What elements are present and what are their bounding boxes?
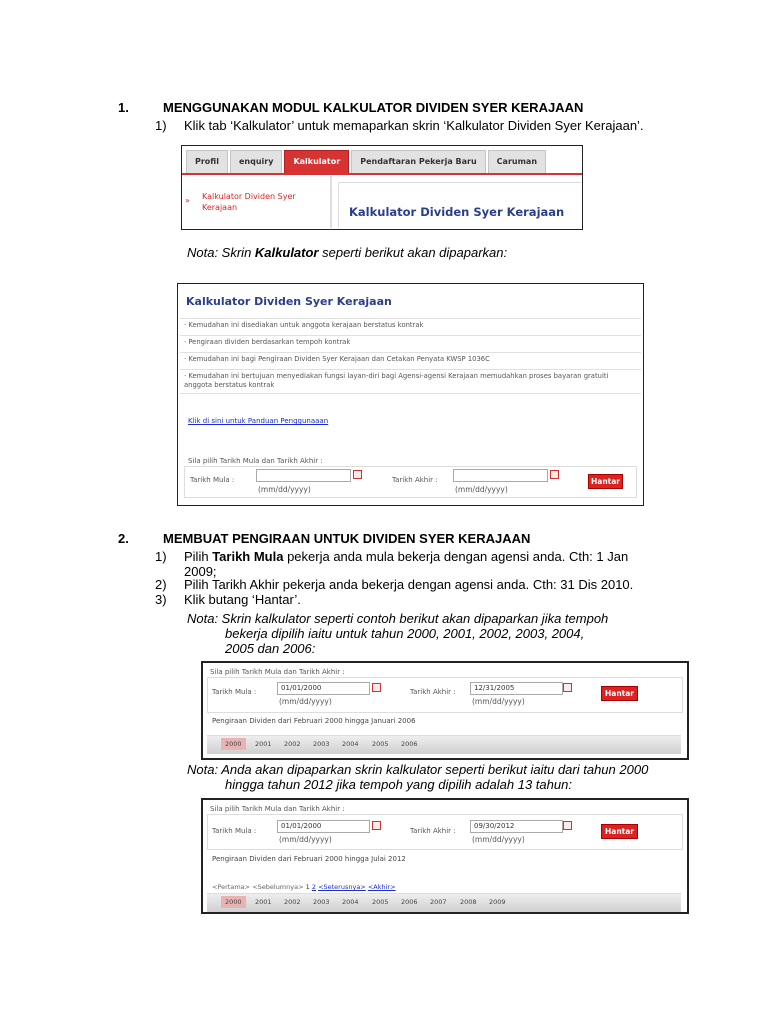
year-tab[interactable]: 2003 [313, 740, 330, 748]
end-date-input[interactable]: 09/30/2012 [470, 820, 563, 833]
hantar-button[interactable]: Hantar [601, 686, 638, 701]
step-text-bold: Tarikh Mula [212, 549, 284, 564]
date-hint: (mm/dd/yyyy) [455, 485, 508, 494]
start-label: Tarikh Mula : [212, 688, 257, 696]
tab-underline [182, 173, 582, 175]
result-text: Pengiraan Dividen dari Februari 2000 hingga Julai 2012 [212, 855, 406, 863]
pager [212, 883, 396, 891]
calendar-icon[interactable] [563, 683, 572, 692]
year-tab[interactable]: 2006 [401, 740, 418, 748]
info-row: · Kemudahan ini disediakan untuk anggota kerajaan berstatus kontrak [180, 318, 641, 331]
year-tab[interactable]: 2001 [255, 898, 272, 906]
date-prompt: Sila pilih Tarikh Mula dan Tarikh Akhir : [188, 457, 323, 465]
year-tab[interactable]: 2001 [255, 740, 272, 748]
step-number: 1) [155, 118, 167, 133]
year-tab[interactable]: 2004 [342, 740, 359, 748]
tab-enquiry[interactable]: enquiry [230, 150, 282, 173]
calendar-icon[interactable] [353, 470, 362, 479]
figure-result-2006 [201, 661, 689, 760]
year-tab[interactable]: 2007 [430, 898, 447, 906]
year-tab[interactable]: 2005 [372, 898, 389, 906]
year-tabs [207, 735, 681, 754]
pager-next[interactable]: <Seterusnya> [318, 883, 366, 891]
year-tab[interactable]: 2000 [221, 896, 246, 908]
end-label: Tarikh Akhir : [410, 688, 456, 696]
nota-line: hingga tahun 2012 jika tempoh yang dipilih adalah 13 tahun: [225, 777, 572, 792]
hantar-button[interactable]: Hantar [601, 824, 638, 839]
year-tab[interactable]: 2003 [313, 898, 330, 906]
calculator-title: Kalkulator Dividen Syer Kerajaan [186, 295, 392, 308]
calendar-icon[interactable] [550, 470, 559, 479]
section2-number: 2. [118, 531, 129, 546]
date-hint: (mm/dd/yyyy) [472, 835, 525, 844]
info-row: · Pengiraan dividen berdasarkan tempoh kontrak [180, 335, 641, 348]
section1-number: 1. [118, 100, 129, 115]
year-tab[interactable]: 2000 [221, 738, 246, 750]
step-text: Klik tab ‘Kalkulator’ untuk memaparkan skrin ‘Kalkulator Dividen Syer Kerajaan’. [184, 118, 644, 133]
nota-line: 2005 dan 2006: [225, 641, 316, 656]
step-number: 2) [155, 577, 167, 592]
year-tab[interactable]: 2002 [284, 740, 301, 748]
date-hint: (mm/dd/yyyy) [258, 485, 311, 494]
section2-heading: MEMBUAT PENGIRAAN UNTUK DIVIDEN SYER KERAJAAN [163, 531, 531, 546]
figure-tabs-screenshot [181, 145, 583, 230]
content-panel [338, 182, 581, 227]
pager-page-2[interactable]: 2 [311, 883, 316, 891]
step-text: Pilih Tarikh Akhir pekerja anda bekerja dengan agensi anda. Cth: 31 Dis 2010. [184, 577, 634, 592]
nota-suffix: seperti berikut akan dipaparkan: [318, 245, 508, 260]
pager-first[interactable]: <Pertama> [212, 883, 251, 891]
date-hint: (mm/dd/yyyy) [279, 697, 332, 706]
nota-line: Nota: Skrin kalkulator seperti contoh berikut akan dipaparkan jika tempoh [187, 611, 609, 626]
start-date-input[interactable] [256, 469, 351, 482]
calendar-icon[interactable] [372, 821, 381, 830]
end-date-input[interactable] [453, 469, 548, 482]
year-tab[interactable]: 2002 [284, 898, 301, 906]
end-label: Tarikh Akhir : [392, 476, 438, 484]
step-number: 1) [155, 549, 167, 564]
date-hint: (mm/dd/yyyy) [279, 835, 332, 844]
tab-pendaftaran[interactable]: Pendaftaran Pekerja Baru [351, 150, 485, 173]
start-label: Tarikh Mula : [212, 827, 257, 835]
figure-result-2012 [201, 798, 689, 914]
info-text: Kemudahan ini bagi Pengiraan Dividen Syer Kerajaan dan Cetakan Penyata KWSP 1036C [188, 355, 490, 363]
start-date-input[interactable]: 01/01/2000 [277, 682, 370, 695]
step-text [184, 549, 644, 579]
nota-kalkulator [187, 245, 507, 260]
nota-line: Nota: Anda akan dipaparkan skrin kalkulator seperti berikut iaitu dari tahun 2000 [187, 762, 649, 777]
hantar-button[interactable]: Hantar [588, 474, 623, 489]
end-date-input[interactable]: 12/31/2005 [470, 682, 563, 695]
sidebar [182, 176, 332, 228]
year-tab[interactable]: 2008 [460, 898, 477, 906]
year-tab[interactable]: 2005 [372, 740, 389, 748]
nota-prefix: Nota: Skrin [187, 245, 255, 260]
result-text: Pengiraan Dividen dari Februari 2000 hingga Januari 2006 [212, 717, 416, 725]
tab-profil[interactable]: Profil [186, 150, 228, 173]
step-text-pre: Pilih [184, 549, 213, 564]
info-text: Pengiraan dividen berdasarkan tempoh kontrak [188, 338, 351, 346]
year-tabs [207, 893, 681, 912]
date-prompt: Sila pilih Tarikh Mula dan Tarikh Akhir : [210, 805, 345, 813]
tab-caruman[interactable]: Caruman [488, 150, 546, 173]
info-text: Kemudahan ini bertujuan menyediakan fungsi layan-diri bagi Agensi-agensi Kerajaan memudahkan proses bayaran gratuiti anggota berstatus kontrak [184, 372, 609, 389]
step-text-post: pekerja anda mula bekerja dengan agensi anda. Cth: 1 Jan 2009; [184, 549, 629, 579]
date-prompt: Sila pilih Tarikh Mula dan Tarikh Akhir : [210, 668, 345, 676]
guide-link[interactable]: Klik di sini untuk Panduan Penggunaaan [188, 417, 329, 425]
tab-bar [186, 150, 546, 172]
pager-prev[interactable]: <Sebelumnya> [252, 883, 304, 891]
calendar-icon[interactable] [563, 821, 572, 830]
end-label: Tarikh Akhir : [410, 827, 456, 835]
year-tab[interactable]: 2006 [401, 898, 418, 906]
section1-heading: MENGGUNAKAN MODUL KALKULATOR DIVIDEN SYER KERAJAAN [163, 100, 584, 115]
info-row: · Kemudahan ini bertujuan menyediakan fungsi layan-diri bagi Agensi-agensi Kerajaan memudahkan proses bayaran gratuiti anggota berstatus kontrak [180, 369, 641, 394]
calendar-icon[interactable] [372, 683, 381, 692]
panel-title: Kalkulator Dividen Syer Kerajaan [349, 205, 565, 219]
info-row: · Kemudahan ini bagi Pengiraan Dividen Syer Kerajaan dan Cetakan Penyata KWSP 1036C [180, 352, 641, 365]
sidebar-link-kalkulator[interactable]: Kalkulator Dividen Syer Kerajaan [202, 192, 296, 212]
step-text: Klik butang ‘Hantar’. [184, 592, 301, 607]
figure-calculator-page [177, 283, 644, 506]
year-tab[interactable]: 2004 [342, 898, 359, 906]
info-text: Kemudahan ini disediakan untuk anggota kerajaan berstatus kontrak [188, 321, 424, 329]
step-number: 3) [155, 592, 167, 607]
pager-last[interactable]: <Akhir> [367, 883, 396, 891]
arrow-icon: » [185, 196, 190, 205]
date-hint: (mm/dd/yyyy) [472, 697, 525, 706]
start-label: Tarikh Mula : [190, 476, 235, 484]
nota-line: bekerja dipilih iaitu untuk tahun 2000, 2001, 2002, 2003, 2004, [225, 626, 585, 641]
start-date-input[interactable]: 01/01/2000 [277, 820, 370, 833]
tab-kalkulator[interactable]: Kalkulator [284, 150, 349, 173]
pager-page-1[interactable]: 1 [305, 883, 310, 891]
year-tab[interactable]: 2009 [489, 898, 506, 906]
nota-bold: Kalkulator [254, 245, 319, 260]
